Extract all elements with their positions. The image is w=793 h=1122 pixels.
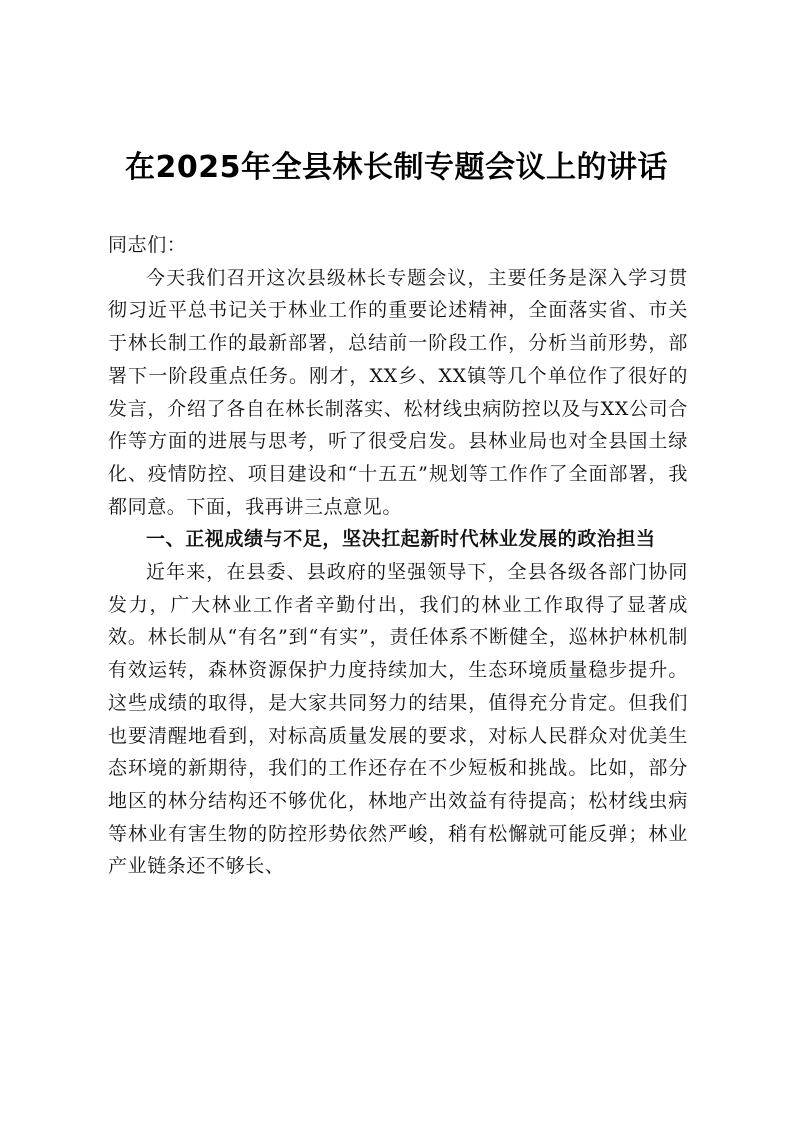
paragraph-section-1: 近年来，在县委、县政府的坚强领导下，全县各级各部门协同发力，广大林业工作者辛勤付出，我们的林业工作取得了显著成效。林长制从“有名”到“有实”，责任体系不断健全，巡林护林机制有效运转，森林资源保护力度持续加大，生态环境质量稳步提升。这些成绩的取得，是大家共同努力的结果，值得充分肯定。但我们也要清醒地看到，对标高质量发展的要求，对标人民群众对优美生态环境的新期待，我们的工作还存在不少短板和挑战。比如，部分地区的林分结构还不够优化，林地产出效益有待提高；松材线虫病等林业有害生物的防控形势依然严峻，稍有松懈就可能反弹；林业产业链条还不够长、	[108, 561, 688, 878]
page-title: 在2025年全县林长制专题会议上的讲话	[125, 150, 668, 185]
salutation: 同志们：	[108, 234, 187, 256]
section-heading: 一、正视成绩与不足，坚决扛起新时代林业发展的政治担当	[146, 528, 656, 551]
paragraph-intro: 今天我们召开这次县级林长专题会议，主要任务是深入学习贯彻习近平总书记关于林业工作的重要论述精神，全面落实省、市关于林长制工作的最新部署，总结前一阶段工作，分析当前形势，部署下一阶段重点任务。刚才，XX乡、XX镇等几个单位作了很好的发言，介绍了各自在林长制落实、松材线虫病防控以及与XX公司合作等方面的进展与思考，听了很受启发。县林业局也对全县国土绿化、疫情防控、项目建设和“十五五”规划等工作作了全面部署，我都同意。下面，我再讲三点意见。	[108, 266, 688, 518]
document-body	[108, 229, 688, 883]
